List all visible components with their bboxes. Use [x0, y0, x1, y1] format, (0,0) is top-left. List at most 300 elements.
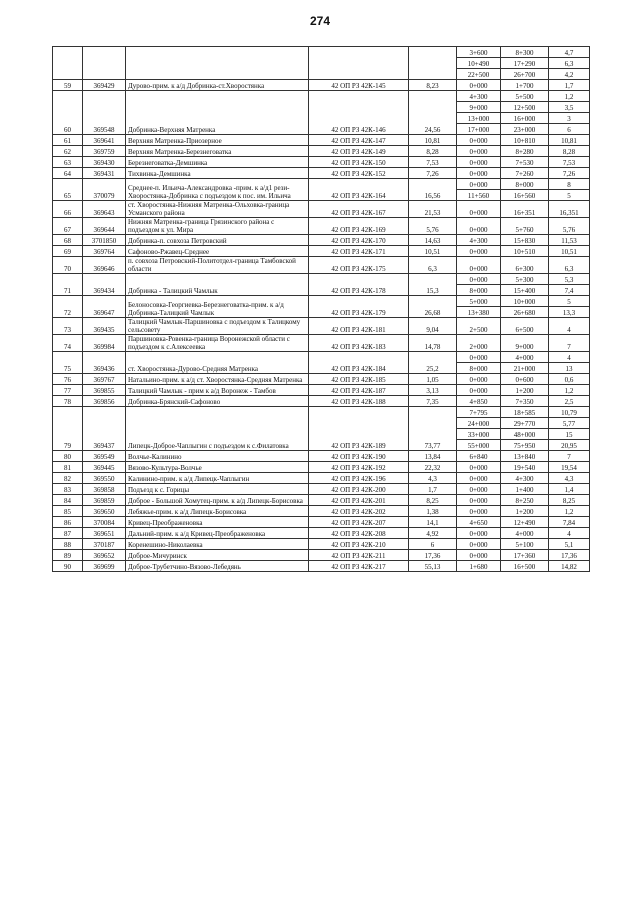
segment-start-cell: 0+000	[457, 495, 501, 506]
road-id-cell: 42 ОП РЗ 42К-200	[309, 484, 409, 495]
road-length-cell: 8,23	[409, 80, 457, 91]
road-name-cell: Дальний-прим. к а/д Кривец-Преображеновка	[126, 528, 309, 539]
road-code-cell: 369434	[83, 274, 126, 296]
segment-end-cell: 7+260	[501, 168, 549, 179]
road-id-cell	[309, 47, 409, 80]
table-row	[53, 318, 590, 335]
road-code-cell: 369549	[83, 451, 126, 462]
segment-start-cell: 0+000	[457, 157, 501, 168]
road-code-cell: 369699	[83, 561, 126, 572]
segment-length-cell: 14,82	[549, 561, 590, 572]
road-name-cell: Лебяжье-прим. к а/д Липецк-Борисовка	[126, 506, 309, 517]
road-id-cell: 42 ОП РЗ 42К-184	[309, 352, 409, 374]
segment-start-cell: 0+000	[457, 528, 501, 539]
segment-start-cell: 0+000	[457, 462, 501, 473]
row-number-cell: 84	[53, 495, 83, 506]
road-code-cell: 369651	[83, 528, 126, 539]
segment-end-cell: 4+300	[501, 473, 549, 484]
road-name-cell: Доброе-Мичуринск	[126, 550, 309, 561]
road-length-cell: 21,53	[409, 201, 457, 218]
segment-start-cell: 0+000	[457, 550, 501, 561]
row-number-cell: 69	[53, 246, 83, 257]
segment-length-cell: 6,3	[549, 257, 590, 274]
road-code-cell	[83, 47, 126, 80]
segment-start-cell: 0+000	[457, 179, 501, 190]
segment-end-cell: 23+000	[501, 124, 549, 135]
road-id-cell: 42 ОП РЗ 42К-196	[309, 473, 409, 484]
row-number-cell: 90	[53, 561, 83, 572]
segment-length-cell: 4	[549, 318, 590, 335]
road-name-cell: Талицкий Чамлык-Паршиновка с подъездом к Талицкому сельсовету	[126, 318, 309, 335]
segment-start-cell: 7+795	[457, 407, 501, 418]
road-length-cell: 16,56	[409, 179, 457, 201]
road-name-cell: Добринка - Талицкий Чамлык	[126, 274, 309, 296]
segment-length-cell: 6,3	[549, 58, 590, 69]
road-code-cell: 369641	[83, 135, 126, 146]
road-id-cell: 42 ОП РЗ 42К-192	[309, 462, 409, 473]
road-name-cell: Липецк-Доброе-Чаплыгин с подъездом к с.Филатовка	[126, 407, 309, 451]
road-code-cell: 370084	[83, 517, 126, 528]
segment-end-cell: 10+510	[501, 246, 549, 257]
segment-length-cell: 13,3	[549, 307, 590, 318]
segment-end-cell: 9+000	[501, 335, 549, 352]
segment-end-cell: 10+810	[501, 135, 549, 146]
segment-length-cell: 1,2	[549, 91, 590, 102]
road-name-cell: Подъезд к с. Горицы	[126, 484, 309, 495]
segment-start-cell: 0+000	[457, 218, 501, 235]
road-id-cell: 42 ОП РЗ 42К-178	[309, 274, 409, 296]
segment-end-cell: 16+351	[501, 201, 549, 218]
row-number-cell: 63	[53, 157, 83, 168]
road-name-cell: Тихвинка-Демшинка	[126, 168, 309, 179]
road-name-cell: Паршиновка-Ровенка-граница Воронежской области с подъездом к с.Алексеевка	[126, 335, 309, 352]
row-number-cell: 59	[53, 80, 83, 91]
segment-length-cell: 17,36	[549, 550, 590, 561]
segment-length-cell: 5,3	[549, 274, 590, 285]
road-code-cell: 369643	[83, 201, 126, 218]
row-number-cell: 89	[53, 550, 83, 561]
row-number-cell: 62	[53, 146, 83, 157]
road-length-cell: 1,05	[409, 374, 457, 385]
table-row	[53, 528, 590, 539]
table-row	[53, 352, 590, 363]
segment-start-cell: 9+000	[457, 102, 501, 113]
road-code-cell: 369858	[83, 484, 126, 495]
row-number-cell: 65	[53, 179, 83, 201]
segment-start-cell: 0+000	[457, 146, 501, 157]
segment-start-cell: 13+380	[457, 307, 501, 318]
segment-end-cell: 13+840	[501, 451, 549, 462]
page-number: 274	[309, 14, 331, 28]
segment-end-cell: 6+300	[501, 257, 549, 274]
table-row	[53, 407, 590, 418]
table-row	[53, 146, 590, 157]
segment-end-cell: 7+530	[501, 157, 549, 168]
table-row	[53, 201, 590, 218]
row-number-cell: 83	[53, 484, 83, 495]
row-number-cell: 74	[53, 335, 83, 352]
segment-end-cell: 15+400	[501, 285, 549, 296]
segment-length-cell: 1,7	[549, 80, 590, 91]
segment-end-cell: 16+000	[501, 113, 549, 124]
road-length-cell: 14,1	[409, 517, 457, 528]
segment-end-cell: 4+000	[501, 352, 549, 363]
segment-length-cell: 0,6	[549, 374, 590, 385]
road-length-cell: 7,35	[409, 396, 457, 407]
segment-length-cell: 3	[549, 113, 590, 124]
road-code-cell: 370187	[83, 539, 126, 550]
segment-end-cell: 15+830	[501, 235, 549, 246]
table-row	[53, 168, 590, 179]
row-number-cell: 87	[53, 528, 83, 539]
segment-length-cell: 16,351	[549, 201, 590, 218]
table-row	[53, 179, 590, 190]
segment-length-cell: 19,54	[549, 462, 590, 473]
road-name-cell: Талицкий Чамлык - прим к а/д Воронеж - Тамбов	[126, 385, 309, 396]
road-length-cell: 14,63	[409, 235, 457, 246]
row-number-cell: 60	[53, 91, 83, 135]
segment-end-cell: 12+500	[501, 102, 549, 113]
table-row	[53, 296, 590, 307]
road-id-cell: 42 ОП РЗ 42К-179	[309, 296, 409, 318]
segment-end-cell: 1+200	[501, 385, 549, 396]
road-code-cell: 369430	[83, 157, 126, 168]
row-number-cell: 86	[53, 517, 83, 528]
road-code-cell: 369855	[83, 385, 126, 396]
segment-length-cell: 11,53	[549, 235, 590, 246]
segment-end-cell: 10+000	[501, 296, 549, 307]
road-length-cell: 7,53	[409, 157, 457, 168]
segment-end-cell: 1+700	[501, 80, 549, 91]
road-code-cell: 369647	[83, 296, 126, 318]
road-length-cell: 25,2	[409, 352, 457, 374]
segment-length-cell: 4	[549, 528, 590, 539]
segment-length-cell: 15	[549, 429, 590, 440]
road-length-cell: 1,38	[409, 506, 457, 517]
segment-end-cell: 12+490	[501, 517, 549, 528]
road-name-cell: Кривец-Преображеновка	[126, 517, 309, 528]
segment-end-cell: 18+585	[501, 407, 549, 418]
road-name-cell: Натальино-прим. к а/д ст. Хворостянка-Средняя Матренка	[126, 374, 309, 385]
road-id-cell: 42 ОП РЗ 42К-152	[309, 168, 409, 179]
segment-start-cell: 24+000	[457, 418, 501, 429]
road-length-cell: 26,68	[409, 296, 457, 318]
road-name-cell: Дурово-прим. к а/д Добринка-ст.Хворостянка	[126, 80, 309, 91]
road-length-cell: 4,3	[409, 473, 457, 484]
road-id-cell: 42 ОП РЗ 42К-211	[309, 550, 409, 561]
road-name-cell: ст. Хворостянка-Нижняя Матренка-Ольховка-граница Усманского района	[126, 201, 309, 218]
segment-end-cell: 5+100	[501, 539, 549, 550]
road-code-cell: 3701850	[83, 235, 126, 246]
segment-length-cell: 8,25	[549, 495, 590, 506]
road-id-cell: 42 ОП РЗ 42К-164	[309, 179, 409, 201]
segment-start-cell: 8+000	[457, 363, 501, 374]
road-id-cell: 42 ОП РЗ 42К-150	[309, 157, 409, 168]
table-row	[53, 561, 590, 572]
segment-end-cell: 75+950	[501, 440, 549, 451]
segment-start-cell: 0+000	[457, 274, 501, 285]
road-code-cell: 369429	[83, 80, 126, 91]
table-row	[53, 539, 590, 550]
road-code-cell: 369767	[83, 374, 126, 385]
road-id-cell: 42 ОП РЗ 42К-169	[309, 218, 409, 235]
segment-end-cell: 29+770	[501, 418, 549, 429]
road-code-cell: 369548	[83, 91, 126, 135]
row-number-cell: 72	[53, 296, 83, 318]
segment-start-cell: 11+560	[457, 190, 501, 201]
segment-end-cell: 5+500	[501, 91, 549, 102]
road-name-cell: Добринка-п. совхоза Петровский	[126, 235, 309, 246]
road-id-cell: 42 ОП РЗ 42К-190	[309, 451, 409, 462]
road-id-cell: 42 ОП РЗ 42К-170	[309, 235, 409, 246]
road-code-cell: 369431	[83, 168, 126, 179]
segment-start-cell: 0+000	[457, 168, 501, 179]
road-length-cell: 3,13	[409, 385, 457, 396]
segment-start-cell: 22+500	[457, 69, 501, 80]
segment-length-cell: 5,76	[549, 218, 590, 235]
road-id-cell: 42 ОП РЗ 42К-147	[309, 135, 409, 146]
table-row	[53, 246, 590, 257]
segment-length-cell: 5	[549, 296, 590, 307]
segment-start-cell: 0+000	[457, 539, 501, 550]
road-code-cell: 369759	[83, 146, 126, 157]
segment-end-cell: 0+600	[501, 374, 549, 385]
road-length-cell: 6	[409, 539, 457, 550]
road-length-cell	[409, 47, 457, 80]
row-number-cell: 79	[53, 407, 83, 451]
road-name-cell: Верхняя Матренка-Березнеговатка	[126, 146, 309, 157]
segment-length-cell: 10,51	[549, 246, 590, 257]
road-code-cell: 369436	[83, 352, 126, 374]
segment-length-cell: 5,77	[549, 418, 590, 429]
segment-end-cell: 26+700	[501, 69, 549, 80]
table-row	[53, 157, 590, 168]
row-number-cell: 68	[53, 235, 83, 246]
segment-end-cell: 26+680	[501, 307, 549, 318]
segment-start-cell: 0+000	[457, 135, 501, 146]
table-row	[53, 274, 590, 285]
segment-length-cell: 8	[549, 179, 590, 190]
table-row	[53, 385, 590, 396]
segment-length-cell: 1,2	[549, 506, 590, 517]
table-row	[53, 374, 590, 385]
road-id-cell: 42 ОП РЗ 42К-185	[309, 374, 409, 385]
row-number-cell: 61	[53, 135, 83, 146]
segment-end-cell: 8+280	[501, 146, 549, 157]
road-name-cell: Верхняя Матренка-Приозерное	[126, 135, 309, 146]
segment-start-cell: 4+300	[457, 235, 501, 246]
road-code-cell: 369437	[83, 407, 126, 451]
road-id-cell: 42 ОП РЗ 42К-189	[309, 407, 409, 451]
segment-start-cell: 8+000	[457, 285, 501, 296]
segment-length-cell: 7,53	[549, 157, 590, 168]
segment-end-cell: 8+300	[501, 47, 549, 58]
road-name-cell: Березнеговатка-Демшинка	[126, 157, 309, 168]
segment-end-cell: 5+300	[501, 274, 549, 285]
road-id-cell: 42 ОП РЗ 42К-146	[309, 91, 409, 135]
table-row	[53, 462, 590, 473]
road-id-cell: 42 ОП РЗ 42К-217	[309, 561, 409, 572]
segment-end-cell: 8+250	[501, 495, 549, 506]
segment-length-cell: 7,4	[549, 285, 590, 296]
table-row	[53, 257, 590, 274]
road-id-cell: 42 ОП РЗ 42К-201	[309, 495, 409, 506]
road-length-cell: 17,36	[409, 550, 457, 561]
row-number-cell: 77	[53, 385, 83, 396]
road-length-cell: 22,32	[409, 462, 457, 473]
road-code-cell: 369435	[83, 318, 126, 335]
segment-start-cell: 0+000	[457, 374, 501, 385]
road-code-cell: 369445	[83, 462, 126, 473]
road-length-cell: 73,77	[409, 407, 457, 451]
segment-end-cell: 4+000	[501, 528, 549, 539]
roads-table-body	[53, 47, 590, 572]
segment-start-cell: 33+000	[457, 429, 501, 440]
row-number-cell: 66	[53, 201, 83, 218]
road-length-cell: 4,92	[409, 528, 457, 539]
segment-start-cell: 0+000	[457, 80, 501, 91]
road-name-cell: Добринка-Верхняя Матренка	[126, 91, 309, 135]
road-name-cell: Коренешино-Николаевка	[126, 539, 309, 550]
road-id-cell: 42 ОП РЗ 42К-149	[309, 146, 409, 157]
road-id-cell: 42 ОП РЗ 42К-210	[309, 539, 409, 550]
road-name-cell: Нижняя Матренка-граница Грязинского района с подъездом к ул. Мира	[126, 218, 309, 235]
road-name-cell: Среднее-п. Ильича-Александровка -прим. к а/д1 рези-Хворостянка-Добринка с подъездом к пос. им. Ильича	[126, 179, 309, 201]
segment-length-cell: 5,1	[549, 539, 590, 550]
table-row	[53, 335, 590, 352]
segment-end-cell: 17+290	[501, 58, 549, 69]
row-number-cell: 88	[53, 539, 83, 550]
row-number-cell: 81	[53, 462, 83, 473]
table-row	[53, 550, 590, 561]
road-id-cell: 42 ОП РЗ 42К-167	[309, 201, 409, 218]
table-row	[53, 80, 590, 91]
road-code-cell: 369652	[83, 550, 126, 561]
segment-start-cell: 2+500	[457, 318, 501, 335]
segment-start-cell: 17+000	[457, 124, 501, 135]
road-code-cell: 369644	[83, 218, 126, 235]
segment-length-cell: 20,95	[549, 440, 590, 451]
road-name-cell: ст. Хворостянка-Дурово-Средняя Матренка	[126, 352, 309, 374]
segment-length-cell: 10,79	[549, 407, 590, 418]
segment-length-cell: 1,4	[549, 484, 590, 495]
segment-length-cell: 5	[549, 190, 590, 201]
segment-end-cell: 6+500	[501, 318, 549, 335]
road-name-cell: п. совхоза Петровский-Политотдел-граница Тамбовской области	[126, 257, 309, 274]
road-length-cell: 10,51	[409, 246, 457, 257]
road-length-cell: 9,04	[409, 318, 457, 335]
segment-start-cell: 4+650	[457, 517, 501, 528]
table-row	[53, 91, 590, 102]
segment-length-cell: 1,2	[549, 385, 590, 396]
segment-start-cell: 4+850	[457, 396, 501, 407]
road-code-cell: 369550	[83, 473, 126, 484]
row-number-cell: 76	[53, 374, 83, 385]
road-length-cell: 7,26	[409, 168, 457, 179]
road-id-cell: 42 ОП РЗ 42К-207	[309, 517, 409, 528]
road-length-cell: 15,3	[409, 274, 457, 296]
row-number-cell: 82	[53, 473, 83, 484]
road-length-cell: 5,76	[409, 218, 457, 235]
segment-start-cell: 0+000	[457, 201, 501, 218]
segment-length-cell: 3,5	[549, 102, 590, 113]
road-name-cell: Калинино-прим. к а/д Липецк-Чаплыгин	[126, 473, 309, 484]
segment-length-cell: 7,26	[549, 168, 590, 179]
road-code-cell: 369856	[83, 396, 126, 407]
road-length-cell: 55,13	[409, 561, 457, 572]
table-row	[53, 218, 590, 235]
roads-table	[52, 46, 590, 572]
road-length-cell: 8,28	[409, 146, 457, 157]
segment-start-cell: 2+000	[457, 335, 501, 352]
segment-end-cell: 8+000	[501, 179, 549, 190]
segment-start-cell: 1+680	[457, 561, 501, 572]
segment-start-cell: 10+490	[457, 58, 501, 69]
table-row	[53, 517, 590, 528]
segment-length-cell: 7	[549, 335, 590, 352]
segment-end-cell: 21+000	[501, 363, 549, 374]
row-number-cell: 73	[53, 318, 83, 335]
segment-length-cell: 7,84	[549, 517, 590, 528]
segment-length-cell: 4,3	[549, 473, 590, 484]
road-length-cell: 24,56	[409, 91, 457, 135]
table-row	[53, 396, 590, 407]
segment-end-cell: 48+000	[501, 429, 549, 440]
segment-start-cell: 4+300	[457, 91, 501, 102]
segment-start-cell: 13+000	[457, 113, 501, 124]
road-length-cell: 6,3	[409, 257, 457, 274]
segment-start-cell: 5+000	[457, 296, 501, 307]
row-number-cell: 67	[53, 218, 83, 235]
road-length-cell: 13,84	[409, 451, 457, 462]
row-number-cell: 71	[53, 274, 83, 296]
segment-end-cell: 19+540	[501, 462, 549, 473]
segment-length-cell: 13	[549, 363, 590, 374]
road-length-cell: 10,81	[409, 135, 457, 146]
road-name-cell: Волчье-Калинино	[126, 451, 309, 462]
road-id-cell: 42 ОП РЗ 42К-171	[309, 246, 409, 257]
road-code-cell: 369650	[83, 506, 126, 517]
segment-end-cell: 17+360	[501, 550, 549, 561]
segment-length-cell: 2,5	[549, 396, 590, 407]
road-id-cell: 42 ОП РЗ 42К-145	[309, 80, 409, 91]
segment-length-cell: 8,28	[549, 146, 590, 157]
table-row	[53, 506, 590, 517]
row-number-cell: 75	[53, 352, 83, 374]
road-id-cell: 42 ОП РЗ 42К-187	[309, 385, 409, 396]
road-code-cell: 369764	[83, 246, 126, 257]
segment-length-cell: 7	[549, 451, 590, 462]
segment-start-cell: 0+000	[457, 506, 501, 517]
row-number-cell: 64	[53, 168, 83, 179]
segment-length-cell: 6	[549, 124, 590, 135]
road-name-cell: Сафоново-Ржавец-Среднее	[126, 246, 309, 257]
row-number-cell: 70	[53, 257, 83, 274]
road-id-cell: 42 ОП РЗ 42К-183	[309, 335, 409, 352]
table-row	[53, 484, 590, 495]
table-row	[53, 451, 590, 462]
road-id-cell: 42 ОП РЗ 42К-175	[309, 257, 409, 274]
road-code-cell: 369859	[83, 495, 126, 506]
row-number-cell: 85	[53, 506, 83, 517]
table-row	[53, 47, 590, 58]
road-name-cell: Доброе-Трубетчино-Вязово-Лебедянь	[126, 561, 309, 572]
road-length-cell: 8,25	[409, 495, 457, 506]
table-row	[53, 135, 590, 146]
table-row	[53, 495, 590, 506]
segment-start-cell: 3+600	[457, 47, 501, 58]
road-id-cell: 42 ОП РЗ 42К-202	[309, 506, 409, 517]
